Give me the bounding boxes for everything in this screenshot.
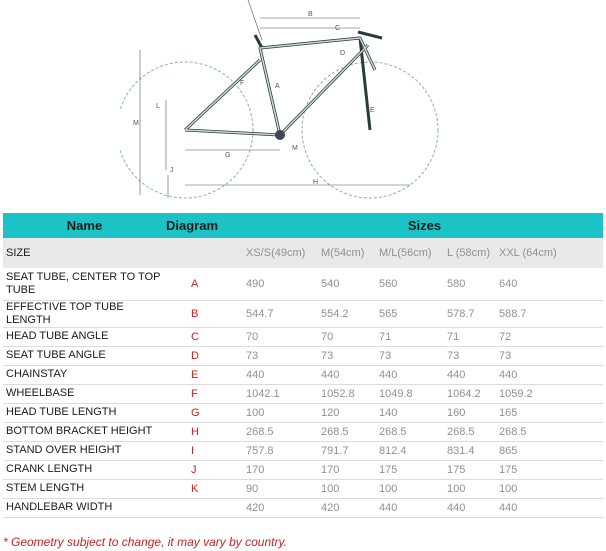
size-value: 540	[321, 277, 340, 290]
geometry-table	[3, 213, 603, 518]
size-value: 440	[379, 501, 398, 514]
size-value: 420	[321, 501, 340, 514]
size-value: 100	[321, 482, 340, 495]
size-m: M(54cm)	[321, 247, 365, 259]
size-value: 100	[447, 482, 466, 495]
size-value: 580	[447, 277, 466, 290]
diagram-label-h: H	[313, 179, 319, 186]
size-value: 812.4	[379, 444, 407, 457]
size-value: 120	[321, 406, 340, 419]
size-value: 865	[499, 444, 518, 457]
size-value: 73	[321, 349, 334, 362]
diagram-label-c: C	[335, 25, 341, 32]
header-name: Name	[66, 218, 103, 233]
geometry-footnote: * Geometry subject to change, it may vary by country.	[3, 535, 287, 549]
size-value: 170	[321, 463, 340, 476]
table-row	[3, 268, 603, 300]
bottom-bracket	[275, 130, 285, 140]
size-value: 791.7	[321, 444, 349, 457]
size-value: 175	[379, 463, 398, 476]
parameter-name: CRANK LENGTH	[6, 463, 93, 475]
size-value: 73	[447, 349, 460, 362]
size-value: 100	[379, 482, 398, 495]
size-value: 268.5	[321, 425, 349, 438]
diagram-letter: G	[191, 406, 200, 419]
diagram-label-b: B	[308, 11, 313, 18]
table-row	[3, 441, 603, 460]
diagram-label-a: A	[275, 83, 280, 90]
size-value: 100	[499, 482, 518, 495]
size-value: 440	[499, 368, 518, 381]
diagram-letter: B	[191, 307, 199, 320]
table-row	[3, 479, 603, 498]
size-value: 440	[246, 368, 265, 381]
size-value: 72	[499, 330, 512, 343]
table-row	[3, 300, 603, 327]
diagram-letter: D	[191, 349, 199, 362]
size-value: 268.5	[379, 425, 407, 438]
diagram-letter: F	[191, 387, 198, 400]
table-header-row	[3, 213, 603, 238]
size-m-l: M/L(56cm)	[379, 247, 432, 259]
table-row	[3, 327, 603, 346]
table-row	[3, 346, 603, 365]
diagram-letter: A	[191, 277, 199, 290]
diagram-letter: I	[191, 444, 195, 457]
diagram-letter	[163, 498, 243, 517]
parameter-name: HEAD TUBE LENGTH	[6, 406, 117, 418]
bike-geometry-diagram	[120, 0, 440, 205]
size-value: 1052.8	[321, 387, 355, 400]
size-value: 70	[321, 330, 334, 343]
table-row	[3, 422, 603, 441]
size-value: 560	[379, 277, 398, 290]
size-value: 73	[379, 349, 392, 362]
parameter-name: BOTTOM BRACKET HEIGHT	[6, 425, 153, 437]
size-label: SIZE	[6, 247, 31, 259]
size-value: 440	[321, 368, 340, 381]
size-value: 175	[447, 463, 466, 476]
table-row	[3, 460, 603, 479]
size-value: 831.4	[447, 444, 475, 457]
size-value: 268.5	[499, 425, 527, 438]
size-value: 490	[246, 277, 265, 290]
size-value: 440	[499, 501, 518, 514]
table-row	[3, 365, 603, 384]
size-value: 170	[246, 463, 265, 476]
diagram-letter: K	[191, 482, 199, 495]
diagram-label-f: F	[240, 80, 245, 87]
diagram-label-m: M	[292, 145, 298, 152]
parameter-name: CHAINSTAY	[6, 368, 68, 380]
diagram-label-j: J	[170, 167, 174, 174]
size-xs-s: XS/S(49cm)	[246, 247, 306, 259]
size-value: 440	[447, 368, 466, 381]
size-value: 440	[447, 501, 466, 514]
size-value: 70	[246, 330, 259, 343]
size-value: 420	[246, 501, 265, 514]
size-xxl: XXL (64cm)	[499, 247, 557, 259]
table-row	[3, 498, 603, 517]
size-value: 71	[379, 330, 392, 343]
size-value: 440	[379, 368, 398, 381]
size-value: 140	[379, 406, 398, 419]
size-l: L (58cm)	[447, 247, 490, 259]
parameter-name: WHEELBASE	[6, 387, 75, 399]
diagram-letter: J	[191, 463, 197, 476]
table-row	[3, 384, 603, 403]
diagram-letter: H	[191, 425, 199, 438]
table-row	[3, 403, 603, 422]
size-value: 1049.8	[379, 387, 413, 400]
size-value: 588.7	[499, 307, 527, 320]
size-value: 160	[447, 406, 466, 419]
size-value: 268.5	[447, 425, 475, 438]
diagram-label-l: M	[133, 120, 139, 127]
parameter-name: SEAT TUBE, CENTER TO TOP TUBE	[6, 270, 161, 296]
size-value: 578.7	[447, 307, 475, 320]
size-value: 73	[499, 349, 512, 362]
size-value: 165	[499, 406, 518, 419]
diagram-label-e: E	[370, 107, 375, 114]
diagram-label-d: D	[340, 50, 346, 57]
size-value: 1042.1	[246, 387, 280, 400]
parameter-name: STEM LENGTH	[6, 482, 85, 494]
diagram-letter: E	[191, 368, 199, 381]
parameter-name: HANDLEBAR WIDTH	[6, 501, 113, 513]
size-value: 71	[447, 330, 460, 343]
size-value: 90	[246, 482, 259, 495]
size-value: 268.5	[246, 425, 274, 438]
header-sizes: Sizes	[407, 218, 442, 233]
parameter-name: EFFECTIVE TOP TUBE LENGTH	[6, 300, 124, 326]
size-value: 640	[499, 277, 518, 290]
size-value: 1064.2	[447, 387, 481, 400]
size-value: 554.2	[321, 307, 349, 320]
header-diagram: Diagram	[166, 218, 219, 233]
size-value: 73	[246, 349, 259, 362]
bike-frame	[185, 32, 382, 135]
parameter-name: HEAD TUBE ANGLE	[6, 330, 109, 342]
size-value: 1059.2	[499, 387, 533, 400]
size-value: 175	[499, 463, 518, 476]
size-value: 757.8	[246, 444, 274, 457]
size-value: 100	[246, 406, 265, 419]
size-row	[3, 238, 603, 268]
parameter-name: SEAT TUBE ANGLE	[6, 349, 106, 361]
size-value: 544.7	[246, 307, 274, 320]
diagram-label-g: G	[225, 152, 231, 159]
diagram-letter: C	[191, 330, 199, 343]
diagram-label-k: L	[156, 103, 160, 110]
parameter-name: STAND OVER HEIGHT	[6, 444, 122, 456]
size-value: 565	[379, 307, 398, 320]
